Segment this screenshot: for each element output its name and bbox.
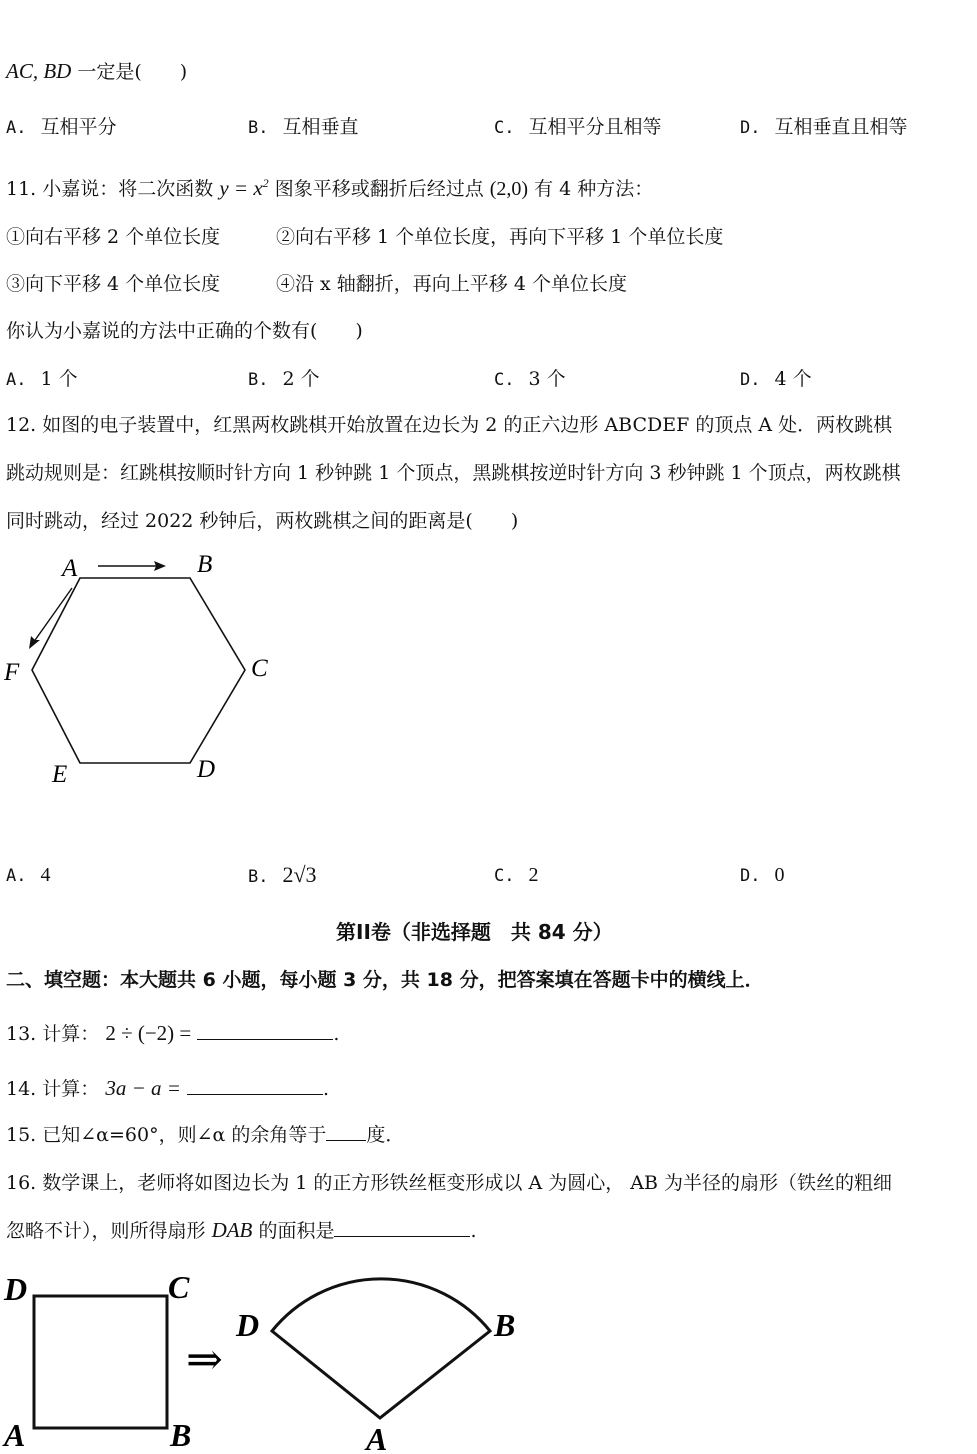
q10-option-d[interactable]: D. 互相垂直且相等 (740, 116, 908, 138)
q15: 15. 已知∠α=60°，则∠α 的余角等于 度． (6, 1124, 405, 1146)
q12-option-d[interactable]: D. 0 (740, 864, 785, 886)
square-to-sector-figure (0, 1264, 540, 1454)
counterclockwise-arrow-head (29, 636, 40, 649)
q10-option-a[interactable]: A. 互相平分 (6, 116, 117, 138)
q11-method-3: ③向下平移 4 个单位长度 (6, 273, 221, 295)
q11-stem (6, 170, 653, 202)
square-label-b: B (170, 1417, 192, 1453)
q10-option-b[interactable]: B. 互相垂直 (248, 116, 359, 138)
counterclockwise-arrow (33, 588, 72, 643)
q10-stem (6, 58, 187, 85)
q10-math: AC, BD (6, 59, 72, 83)
q15-answer-blank[interactable] (326, 1122, 366, 1141)
vertex-label-f: F (4, 659, 20, 686)
q11-stem-b: 图象平移或翻折后经过点 (274, 178, 484, 200)
q12-line-2: 跳动规则是：红跳棋按顺时针方向 1 秒钟跳 1 个顶点，黑跳棋按逆时针方向 3 秒钟跳 1 个顶点，两枚跳棋 (6, 462, 901, 484)
square-frame (34, 1296, 167, 1428)
q11-option-c[interactable]: C. 3 个 (494, 368, 566, 390)
q13-expression: 2 ÷ (−2) = (105, 1021, 192, 1045)
q10-option-c[interactable]: C. 互相平分且相等 (494, 116, 662, 138)
q11-stem-a: 小嘉说：将二次函数 (42, 178, 214, 200)
vertex-label-e: E (52, 761, 68, 788)
sector-label-d: D (236, 1307, 260, 1343)
q11-option-a[interactable]: A. 1 个 (6, 368, 78, 390)
q13-number: 13. 计算： (6, 1023, 100, 1045)
q14-number: 14. 计算： (6, 1078, 100, 1100)
q11-method-4: ④沿 x 轴翻折，再向上平移 4 个单位长度 (276, 273, 627, 295)
transform-arrow-icon: ⇒ (186, 1335, 223, 1384)
vertex-label-a: A (62, 555, 78, 582)
q10-text: 一定是( ) (77, 61, 188, 83)
q16-answer-blank[interactable] (334, 1218, 470, 1237)
q12-option-b[interactable]: B. 2√3 (248, 862, 317, 887)
q11-option-b[interactable]: B. 2 个 (248, 368, 320, 390)
square-label-a: A (4, 1417, 26, 1453)
hexagon-figure (0, 548, 300, 798)
q14-expression: 3a − a = (105, 1076, 181, 1100)
hexagon-shape (32, 578, 245, 763)
q11-option-d[interactable]: D. 4 个 (740, 368, 812, 390)
section-2-heading: 二、填空题：本大题共 6 小题，每小题 3 分，共 18 分，把答案填在答题卡中的横线上． (6, 969, 764, 991)
q12-line-3: 同时跳动，经过 2022 秒钟后，两枚跳棋之间的距离是( ) (6, 510, 519, 532)
part-2-title: 第II卷（非选择题 共 84 分） (336, 920, 613, 944)
square-label-d: D (4, 1271, 28, 1307)
q16-sector-name: DAB (211, 1218, 253, 1242)
sector-label-b: B (494, 1307, 516, 1343)
q15-text: 15. 已知∠α=60°，则∠α 的余角等于 (6, 1124, 327, 1146)
q11-method-2: ②向右平移 1 个单位长度，再向下平移 1 个单位长度 (276, 226, 724, 248)
vertex-label-b: B (197, 551, 213, 578)
q12-option-c[interactable]: C. 2 (494, 864, 539, 886)
square-label-c: C (168, 1269, 190, 1305)
q11-number: 11. (6, 178, 37, 200)
q11-point: (2,0) (489, 178, 529, 200)
q12-line-1: 12. 如图的电子装置中，红黑两枚跳棋开始放置在边长为 2 的正六边形 ABCDEF 的顶点 A 处．两枚跳棋 (6, 414, 893, 436)
q16-line-2: 忽略不计），则所得扇形 DAB 的面积是 . (6, 1218, 477, 1242)
sector-label-a: A (366, 1421, 388, 1454)
q14-answer-blank[interactable] (187, 1076, 323, 1095)
q11-method-1: ①向右平移 2 个单位长度 (6, 226, 221, 248)
q13: 13. 计算： 2 ÷ (−2) = . (6, 1021, 340, 1045)
q13-answer-blank[interactable] (197, 1021, 333, 1040)
q11-stem-c: 有 4 种方法： (534, 178, 654, 200)
q12-option-a[interactable]: A. 4 (6, 864, 51, 886)
q14: 14. 计算： 3a − a = . (6, 1076, 329, 1100)
q11-question: 你认为小嘉说的方法中正确的个数有( ) (6, 320, 363, 342)
vertex-label-d: D (197, 756, 216, 783)
q16-line-1: 16. 数学课上，老师将如图边长为 1 的正方形铁丝框变形成以 A 为圆心， AB 为半径的扇形（铁丝的粗细 (6, 1172, 892, 1194)
q11-formula: $y = x^2$ (219, 176, 269, 200)
vertex-label-c: C (251, 655, 268, 682)
sector-frame (272, 1279, 490, 1418)
